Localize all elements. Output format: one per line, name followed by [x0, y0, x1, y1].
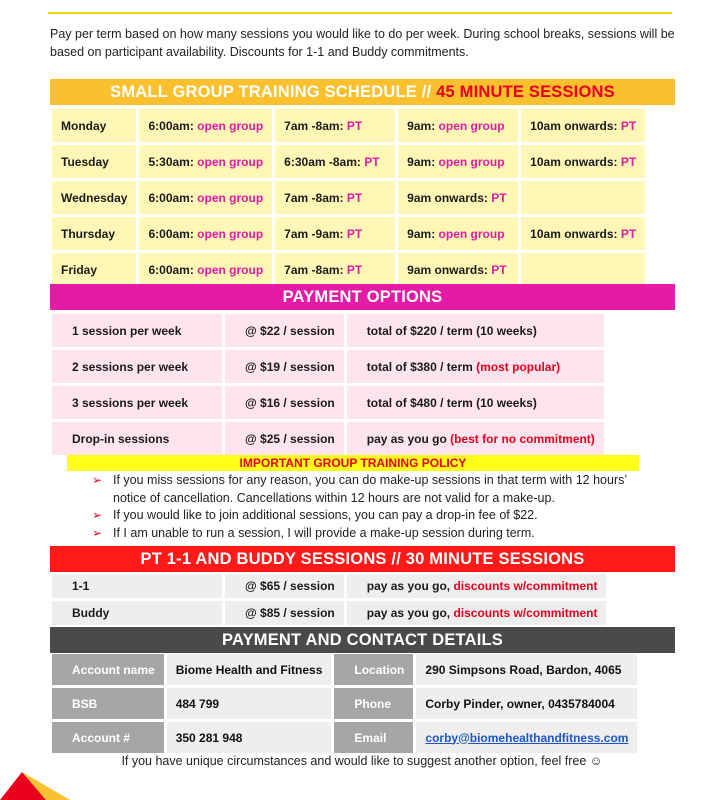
slot-type: open group	[197, 190, 264, 205]
slot-type: PT	[346, 190, 363, 205]
schedule-slot	[398, 253, 518, 286]
schedule-day	[52, 109, 136, 142]
pt-type	[52, 574, 222, 598]
payment-option	[52, 386, 222, 419]
total-label: total of $380 / term	[366, 359, 477, 374]
total-label: total of $480 / term (10 weeks)	[366, 395, 537, 410]
slot-time: 5:30am:	[148, 154, 198, 169]
day-label: Thursday	[61, 226, 116, 241]
slot-type: PT	[491, 190, 507, 205]
price-label: @ $22 / session	[245, 323, 335, 338]
contact-value-text: Corby Pinder, owner, 0435784004	[425, 696, 615, 711]
slot-time: 10am onwards:	[530, 226, 621, 241]
policy-text: If you miss sessions for any reason, you can do make-up sessions in that term with 12 hours’ notice of cancellation. Cancellations within 12 hours are not valid for a make-up.	[113, 473, 627, 505]
contact-value	[167, 722, 332, 753]
schedule-slot	[275, 217, 395, 250]
slot-type: open group	[197, 262, 264, 277]
pt-pay-label: pay as you go,	[366, 606, 454, 620]
contact-label-text: Account #	[72, 730, 131, 745]
arrow-bullet-icon: ➢	[92, 525, 103, 540]
schedule-slot	[139, 217, 272, 250]
payment-option	[52, 314, 222, 347]
option-label: 3 sessions per week	[72, 395, 189, 410]
total-label: pay as you go	[366, 431, 451, 446]
schedule-row	[52, 109, 645, 142]
payment-row	[52, 314, 604, 347]
payment-total	[347, 386, 604, 419]
slot-time: 7am -8am:	[284, 262, 347, 277]
policy-text: If you would like to join additional sessions, you can pay a drop-in fee of $22.	[113, 508, 538, 522]
corner-logo-shape	[0, 760, 70, 800]
slot-type: open group	[197, 226, 264, 241]
footer-note: If you have unique circumstances and would like to suggest another option, feel free ☺	[121, 754, 603, 768]
contact-label	[52, 654, 164, 685]
slot-time: 9am:	[407, 226, 439, 241]
contact-label-text: Phone	[354, 696, 392, 711]
contact-label	[334, 688, 413, 719]
slot-time: 7am -8am:	[284, 190, 347, 205]
payment-total	[347, 422, 604, 455]
pt-title: PT 1-1 AND BUDDY SESSIONS // 30 MINUTE SESSIONS	[140, 550, 585, 568]
contact-banner	[50, 627, 675, 653]
contact-label-text: Location	[354, 662, 405, 677]
payment-table	[49, 311, 607, 458]
payment-row	[52, 386, 604, 419]
schedule-day	[52, 253, 136, 286]
contact-label-text: BSB	[72, 696, 98, 711]
contact-label	[52, 722, 164, 753]
total-note: (best for no commitment)	[450, 431, 595, 446]
pt-pay-note: discounts w/commitment	[453, 606, 598, 620]
policy-item	[92, 472, 662, 507]
pt-row	[52, 574, 606, 598]
contact-row	[52, 722, 637, 753]
contact-label	[334, 654, 413, 685]
policy-text: If I am unable to run a session, I will provide a make-up session during term.	[113, 525, 535, 540]
slot-type: PT	[346, 118, 363, 133]
contact-table	[49, 651, 640, 756]
payment-total	[347, 350, 604, 383]
schedule-slot	[139, 253, 272, 286]
schedule-row	[52, 253, 645, 286]
arrow-bullet-icon: ➢	[92, 473, 103, 487]
contact-label-text: Email	[354, 730, 387, 745]
schedule-slot	[275, 145, 395, 178]
slot-type: open group	[197, 118, 264, 133]
contact-row	[52, 654, 637, 685]
pt-pay-label: pay as you go,	[366, 579, 454, 593]
slot-time: 6:30am -8am:	[284, 154, 365, 169]
contact-label	[52, 688, 164, 719]
pt-row	[52, 601, 606, 625]
payment-title: PAYMENT OPTIONS	[282, 288, 443, 306]
schedule-slot	[521, 109, 645, 142]
contact-value-text: Biome Health and Fitness	[175, 662, 323, 677]
schedule-day	[52, 145, 136, 178]
day-label: Tuesday	[61, 154, 109, 169]
slot-time: 6:00am:	[148, 118, 198, 133]
slot-type: PT	[364, 154, 380, 169]
day-label: Monday	[61, 118, 107, 133]
schedule-slot	[398, 181, 518, 214]
payment-price	[225, 386, 344, 419]
schedule-slot	[139, 145, 272, 178]
option-label: Drop-in sessions	[72, 431, 170, 446]
contact-value	[167, 688, 332, 719]
slot-type: open group	[197, 154, 264, 169]
contact-title: PAYMENT AND CONTACT DETAILS	[221, 631, 503, 649]
slot-time: 9am:	[407, 154, 439, 169]
pt-banner	[50, 546, 675, 572]
email-link[interactable]: corby@biomehealthandfitness.com	[425, 730, 629, 745]
payment-price	[225, 422, 344, 455]
payment-option	[52, 350, 222, 383]
contact-label-text: Account name	[72, 662, 155, 677]
pt-pay	[347, 601, 607, 625]
intro-text: Pay per term based on how many sessions you would like to do per week. During school breaks, sessions will be based on participant availability. Discounts for 1-1 and Buddy commitments.	[50, 27, 675, 59]
slot-type: PT	[620, 226, 637, 241]
top-rule	[48, 12, 672, 14]
schedule-banner	[50, 79, 675, 105]
slot-time: 7am -9am:	[284, 226, 347, 241]
schedule-slot	[521, 181, 645, 214]
contact-value-text: 350 281 948	[175, 730, 243, 745]
contact-label	[334, 722, 413, 753]
option-label: 1 session per week	[72, 323, 182, 338]
total-note: (most popular)	[476, 359, 561, 374]
slot-time: 7am -8am:	[284, 118, 347, 133]
schedule-slot	[398, 109, 518, 142]
payment-banner	[50, 284, 675, 310]
option-label: 2 sessions per week	[72, 359, 189, 374]
slot-type: PT	[346, 262, 363, 277]
schedule-slot	[398, 145, 518, 178]
payment-price	[225, 350, 344, 383]
schedule-slot	[139, 181, 272, 214]
day-label: Friday	[61, 262, 98, 277]
pt-type	[52, 601, 222, 625]
pt-price	[225, 574, 344, 598]
slot-time: 10am onwards:	[530, 118, 621, 133]
schedule-slot	[275, 181, 395, 214]
total-label: total of $220 / term (10 weeks)	[366, 323, 537, 338]
schedule-slot	[139, 109, 272, 142]
slot-type: open group	[438, 118, 505, 133]
schedule-slot	[275, 109, 395, 142]
pt-pay-note: discounts w/commitment	[453, 579, 598, 593]
slot-type: PT	[620, 118, 637, 133]
contact-value	[167, 654, 332, 685]
schedule-table	[49, 106, 648, 289]
schedule-slot	[521, 253, 645, 286]
payment-row	[52, 350, 604, 383]
email-cell	[416, 722, 637, 753]
contact-value-text: 290 Simpsons Road, Bardon, 4065	[425, 662, 622, 677]
contact-value	[416, 688, 637, 719]
schedule-title-highlight: 45 MINUTE SESSIONS	[436, 83, 615, 101]
schedule-day	[52, 217, 136, 250]
pt-price-label: @ $65 / session	[245, 579, 335, 593]
contact-row	[52, 688, 637, 719]
schedule-row	[52, 181, 645, 214]
policy-title: IMPORTANT GROUP TRAINING POLICY	[67, 455, 639, 471]
payment-total	[347, 314, 604, 347]
slot-type: PT	[346, 226, 363, 241]
slot-time: 6:00am:	[148, 262, 198, 277]
payment-price	[225, 314, 344, 347]
schedule-row	[52, 217, 645, 250]
price-label: @ $19 / session	[245, 359, 335, 374]
slot-type: open group	[438, 226, 505, 241]
pt-table	[49, 571, 609, 628]
schedule-slot	[521, 145, 645, 178]
pt-pay	[347, 574, 607, 598]
pt-type-label: 1-1	[72, 579, 90, 593]
price-label: @ $16 / session	[245, 395, 335, 410]
day-label: Wednesday	[61, 190, 128, 205]
slot-time: 6:00am:	[148, 190, 198, 205]
slot-time: 10am onwards:	[530, 154, 621, 169]
slot-time: 6:00am:	[148, 226, 198, 241]
schedule-slot	[398, 217, 518, 250]
schedule-slot	[521, 217, 645, 250]
schedule-title: SMALL GROUP TRAINING SCHEDULE //	[110, 83, 432, 101]
pt-price-label: @ $85 / session	[245, 606, 335, 620]
contact-value-text: 484 799	[175, 696, 220, 711]
arrow-bullet-icon: ➢	[92, 508, 103, 522]
payment-option	[52, 422, 222, 455]
pt-type-label: Buddy	[72, 606, 110, 620]
slot-time: 9am:	[407, 118, 439, 133]
price-label: @ $25 / session	[245, 431, 335, 446]
schedule-row	[52, 145, 645, 178]
schedule-slot	[275, 253, 395, 286]
pt-price	[225, 601, 344, 625]
schedule-day	[52, 181, 136, 214]
slot-time: 9am onwards:	[407, 190, 492, 205]
policy-item	[92, 525, 662, 543]
slot-time: 9am onwards:	[407, 262, 492, 277]
policy-list	[92, 472, 662, 542]
slot-type: PT	[620, 154, 637, 169]
policy-item	[92, 507, 662, 525]
slot-type: PT	[491, 262, 507, 277]
payment-row	[52, 422, 604, 455]
contact-value	[416, 654, 637, 685]
slot-type: open group	[438, 154, 505, 169]
